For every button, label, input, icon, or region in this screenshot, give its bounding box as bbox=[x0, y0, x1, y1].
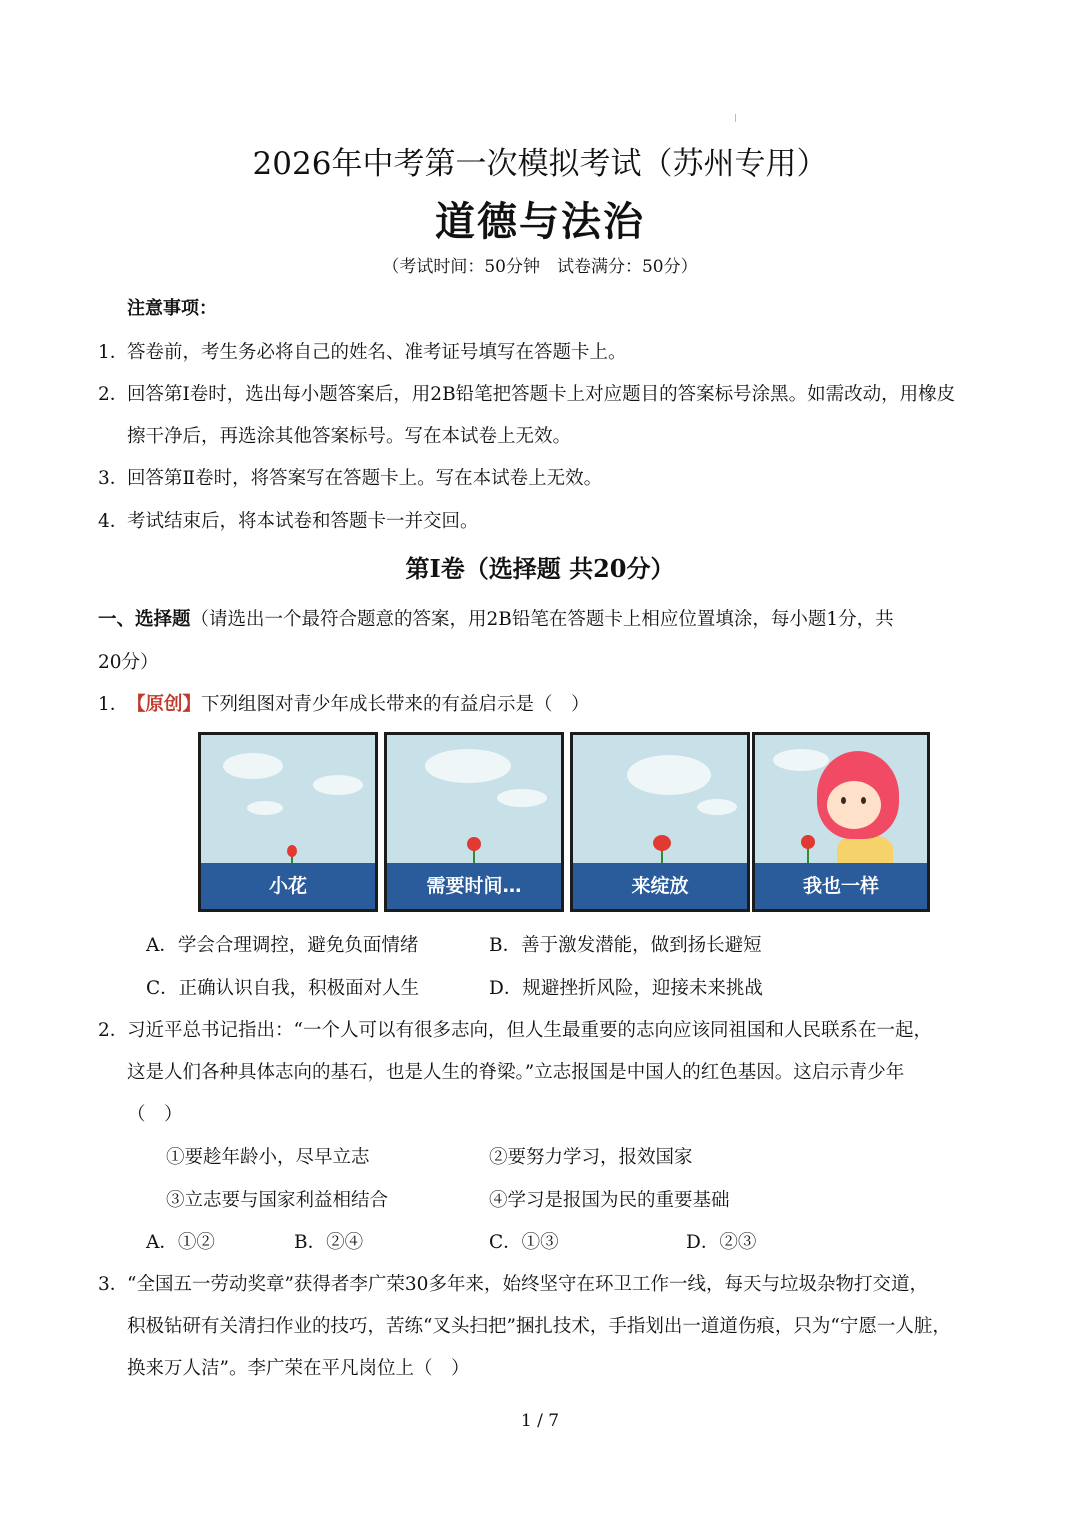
comic-caption: 来绽放 bbox=[573, 863, 747, 909]
cloud-icon bbox=[773, 749, 829, 771]
option-d: D．②③ bbox=[686, 1232, 757, 1253]
option-c: C．正确认识自我，积极面对人生 bbox=[146, 978, 420, 999]
notice-item-text: 回答第Ⅱ卷时，将答案写在答题卡上。写在本试卷上无效。 bbox=[127, 468, 603, 489]
subject-title: 道德与法治 bbox=[435, 198, 645, 245]
notice-item-number: 1． bbox=[98, 342, 129, 363]
comic-strip bbox=[198, 732, 930, 914]
question-stem: 这是人们各种具体志向的基石，也是人生的脊梁。”立志报国是中国人的红色基因。这启示青少年 bbox=[127, 1062, 905, 1083]
flower-icon bbox=[801, 835, 815, 849]
cloud-icon bbox=[425, 749, 511, 783]
comic-panel bbox=[198, 732, 378, 912]
statement: ③立志要与国家利益相结合 bbox=[166, 1190, 389, 1211]
question-number: 3． bbox=[98, 1274, 129, 1295]
comic-caption: 需要时间… bbox=[387, 863, 561, 909]
girl-face bbox=[827, 781, 881, 829]
question-stem: （ ） bbox=[127, 1104, 183, 1125]
original-tag: 【原创】 bbox=[127, 694, 202, 715]
cloud-icon bbox=[697, 799, 737, 815]
page-number: 1 / 7 bbox=[520, 1411, 560, 1431]
question-stem-text: 下列组图对青少年成长带来的有益启示是（ ） bbox=[201, 694, 590, 715]
flower-icon bbox=[467, 837, 481, 851]
comic-caption: 小花 bbox=[201, 863, 375, 909]
page-tick-mark bbox=[735, 114, 736, 122]
option-d: D．规避挫折风险，迎接未来挑战 bbox=[489, 978, 763, 999]
part-instructions-text: （请选出一个最符合题意的答案，用2B铅笔在答题卡上相应位置填涂，每小题1分，共 bbox=[190, 609, 894, 630]
part-label: 一、选择题 bbox=[98, 609, 191, 630]
question-stem: 习近平总书记指出：“一个人可以有很多志向，但人生最重要的志向应该同祖国和人民联系在一起， bbox=[127, 1020, 932, 1041]
notice-item-number: 4． bbox=[98, 511, 129, 532]
question-stem: 积极钻研有关清扫作业的技巧，苦练“叉头扫把”捆扎技术，手指划出一道道伤痕，只为“宁愿一人脏， bbox=[127, 1316, 951, 1337]
option-a: A．①② bbox=[146, 1232, 215, 1253]
option-a: A．学会合理调控，避免负面情绪 bbox=[146, 935, 419, 956]
notice-item-text: 答卷前，考生务必将自己的姓名、准考证号填写在答题卡上。 bbox=[127, 342, 627, 363]
option-c: C．①③ bbox=[489, 1232, 559, 1253]
question-stem: 换来万人洁”。李广荣在平凡岗位上（ ） bbox=[127, 1358, 470, 1379]
statement: ②要努力学习，报效国家 bbox=[489, 1147, 693, 1168]
notice-item-text: 考试结束后，将本试卷和答题卡一并交回。 bbox=[127, 511, 479, 532]
question-number: 1． bbox=[98, 694, 129, 715]
statement: ④学习是报国为民的重要基础 bbox=[489, 1190, 730, 1211]
cloud-icon bbox=[313, 775, 363, 795]
part-instructions-cont: 20分） bbox=[98, 652, 159, 673]
comic-panel bbox=[384, 732, 564, 912]
cloud-icon bbox=[247, 801, 283, 815]
cloud-icon bbox=[497, 789, 547, 807]
exam-title: 2026年中考第一次模拟考试（苏州专用） bbox=[252, 146, 828, 182]
exam-info: （考试时间：50分钟 试卷满分：50分） bbox=[382, 257, 698, 277]
cloud-icon bbox=[223, 753, 283, 779]
notice-item-number: 3． bbox=[98, 468, 129, 489]
notice-item-text: 擦干净后，再选涂其他答案标号。写在本试卷上无效。 bbox=[127, 426, 572, 447]
question-stem: “全国五一劳动奖章”获得者李广荣30多年来，始终坚守在环卫工作一线，每天与垃圾杂物打交道， bbox=[127, 1274, 928, 1295]
notice-heading: 注意事项： bbox=[127, 298, 217, 319]
section-title: 第Ⅰ卷（选择题 共20分） bbox=[405, 554, 675, 583]
notice-item-text: 回答第Ⅰ卷时，选出每小题答案后，用2B铅笔把答题卡上对应题目的答案标号涂黑。如需改动，用橡皮 bbox=[127, 384, 956, 405]
statement: ①要趁年龄小，尽早立志 bbox=[166, 1147, 370, 1168]
eye-icon bbox=[841, 797, 846, 804]
cloud-icon bbox=[627, 755, 711, 795]
option-b: B．②④ bbox=[294, 1232, 364, 1253]
option-b: B．善于激发潜能，做到扬长避短 bbox=[489, 935, 762, 956]
question-stem bbox=[127, 690, 590, 716]
notice-item-number: 2． bbox=[98, 384, 129, 405]
comic-panel bbox=[570, 732, 750, 912]
question-number: 2． bbox=[98, 1020, 129, 1041]
part-instructions bbox=[98, 605, 894, 631]
comic-caption: 我也一样 bbox=[755, 863, 927, 909]
eye-icon bbox=[861, 797, 866, 804]
comic-panel bbox=[752, 732, 930, 912]
flower-bud-icon bbox=[287, 845, 297, 857]
flower-icon bbox=[653, 835, 671, 851]
